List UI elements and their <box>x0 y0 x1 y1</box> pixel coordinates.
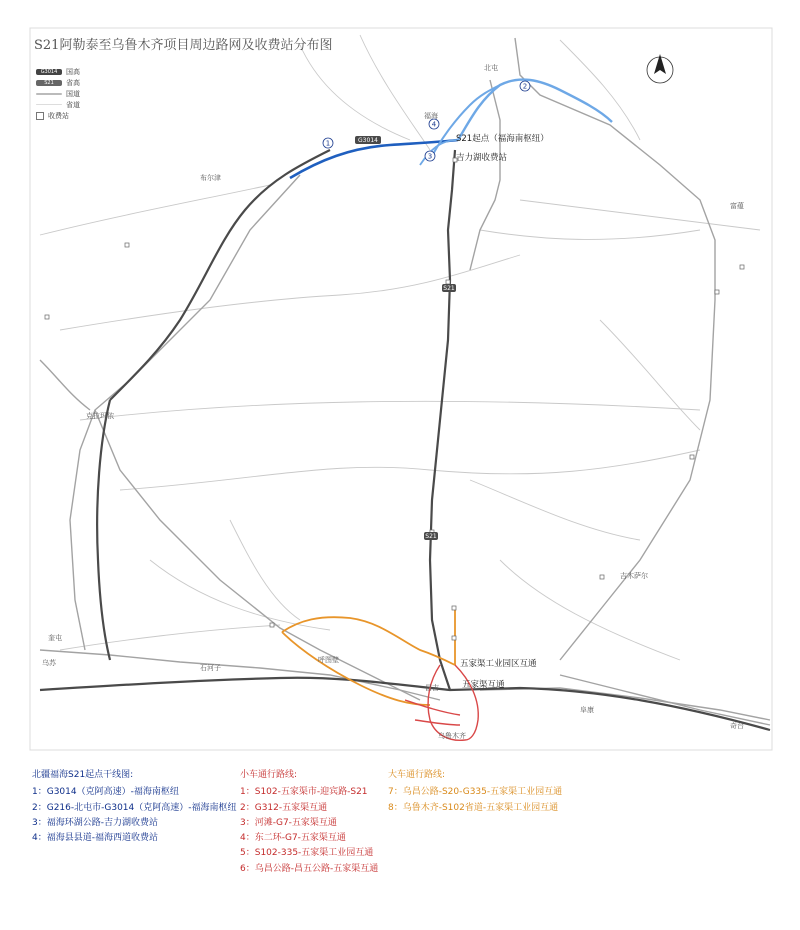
label-start-point: S21起点（福海南枢纽） <box>456 134 549 144</box>
notes-orange-heading: 大车通行路线: <box>388 770 446 780</box>
shield-s21-lower-label: S21 <box>425 533 437 540</box>
label-fuyun: 富蕴 <box>730 202 744 210</box>
notes-red-item: 3：河滩-G7-五家渠互通 <box>240 817 337 828</box>
marker-1: 1 <box>325 139 331 148</box>
label-wujiaqu: 五家渠互通 <box>462 680 505 690</box>
notes-red-item: 6：乌昌公路-昌五公路-五家渠互通 <box>240 863 379 874</box>
notes-car-routes <box>240 768 400 877</box>
notes-blue-item: 1：G3014（克阿高速）-福海南枢纽 <box>32 787 179 798</box>
label-fuhai: 福海 <box>424 112 438 120</box>
legend-swatch-county <box>36 104 62 105</box>
label-kuitun: 奎屯 <box>48 634 62 642</box>
notes-blue-item: 3：福海环湖公路-吉力湖收费站 <box>32 817 158 828</box>
notes-orange-item: 7：乌昌公路-S20-G335-五家渠工业园互通 <box>388 787 563 798</box>
notes-red-item: 4：东二环-G7-五家渠互通 <box>240 833 346 844</box>
label-shihezi: 石河子 <box>200 664 221 672</box>
notes-blue-heading: 北疆福海S21起点干线图: <box>32 770 134 780</box>
notes-truck-routes <box>388 768 588 816</box>
notes-red-heading: 小车通行路线: <box>240 770 298 780</box>
legend-swatch-prov: S21 <box>36 80 62 86</box>
label-beitun: 北屯 <box>484 64 498 72</box>
label-qitai: 奇台 <box>730 722 744 730</box>
map-title: S21阿勒泰至乌鲁木齐项目周边路网及收费站分布图 <box>34 38 333 53</box>
legend-label-national: 国道 <box>66 89 80 98</box>
shield-s21-label: S21 <box>443 285 455 292</box>
legend-row-prov <box>36 77 80 88</box>
marker-3: 3 <box>427 152 433 161</box>
shield-g3014-label: G3014 <box>358 137 378 144</box>
notes-orange-item: 8：乌鲁木齐-S102省道-五家渠工业园互通 <box>388 802 559 813</box>
marker-4: 4 <box>431 120 437 129</box>
notes-blue-item: 4：福海县县道-福海西道收费站 <box>32 833 158 844</box>
label-karamay: 克拉玛依 <box>86 412 114 420</box>
label-jili-toll: 吉力湖收费站 <box>456 153 508 163</box>
legend-row-national <box>36 88 80 99</box>
legend-label-prov: 省高 <box>66 78 80 87</box>
label-fukang: 阜康 <box>580 706 594 714</box>
legend-swatch-highway: G3014 <box>36 69 62 75</box>
legend-row-toll <box>36 110 80 121</box>
legend-label-county: 省道 <box>66 100 80 109</box>
marker-2: 2 <box>522 82 528 91</box>
legend-swatch-national <box>36 93 62 95</box>
notes-fuhai-routes <box>32 768 247 846</box>
label-urumqi: 乌鲁木齐 <box>438 732 466 740</box>
label-burqin: 布尔津 <box>200 174 221 182</box>
notes-blue-item: 2：G216-北屯市-G3014（克阿高速）-福海南枢纽 <box>32 802 237 813</box>
legend-swatch-toll <box>36 112 44 120</box>
label-wusu: 乌苏 <box>42 659 56 667</box>
label-hutubi: 呼图壁 <box>318 656 339 664</box>
legend-row-county <box>36 99 80 110</box>
legend-row-highway <box>36 66 80 77</box>
map-legend <box>36 66 80 121</box>
notes-red-item: 1：S102-五家渠市-迎宾路-S21 <box>240 787 368 798</box>
legend-label-toll: 收费站 <box>48 111 69 120</box>
label-changji: 昌吉 <box>425 684 439 692</box>
legend-label-highway: 国高 <box>66 67 80 76</box>
notes-red-item: 5：S102-335-五家渠工业园互通 <box>240 848 374 859</box>
notes-red-item: 2：G312-五家渠互通 <box>240 802 328 813</box>
label-wujiaqu-park: 五家渠工业园区互通 <box>460 659 537 669</box>
label-jimsar: 吉木萨尔 <box>620 572 648 580</box>
